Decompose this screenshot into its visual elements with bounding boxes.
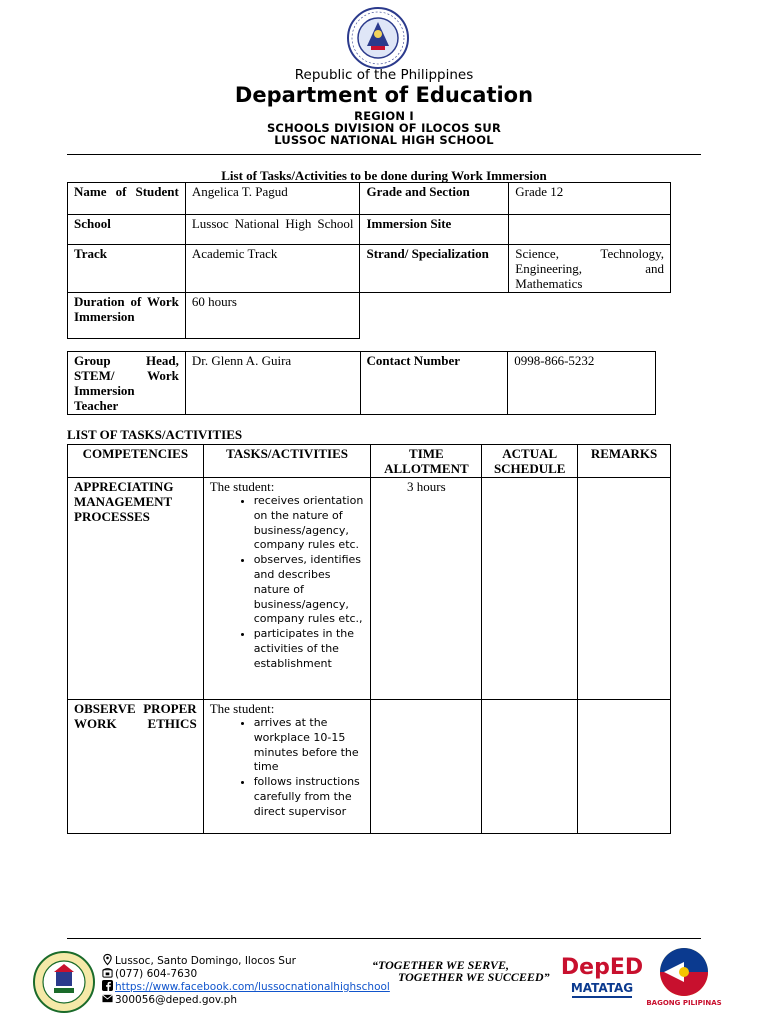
motto-line2: TOGETHER WE SUCCEED” <box>398 970 550 984</box>
group-head-value: Dr. Glenn A. Guira <box>185 352 360 415</box>
motto-line1: “TOGETHER WE SERVE, <box>372 958 510 972</box>
table-row <box>68 478 671 700</box>
phone-text: (077) 604-7630 <box>115 968 198 980</box>
school-seal-icon <box>32 950 96 1014</box>
task-item: • follows instructions carefully from the direct supervisor <box>254 775 365 819</box>
footer-facebook <box>102 980 390 993</box>
task-item: • participates in the activities of the establishment <box>254 627 365 671</box>
contact-value: 0998-866-5232 <box>508 352 656 415</box>
empty-cell <box>509 293 671 339</box>
address-text: Lussoc, Santo Domingo, Ilocos Sur <box>115 955 296 967</box>
site-label: Immersion Site <box>360 215 509 245</box>
matatag-text: MATATAG <box>570 981 634 995</box>
tasks-intro: The student: <box>209 479 275 494</box>
name-label: Name of Student <box>68 183 186 215</box>
tasks-heading: LIST OF TASKS/ACTIVITIES <box>67 427 243 442</box>
schedule-cell <box>482 478 578 700</box>
duration-value: 60 hours <box>185 293 360 339</box>
header-time: TIME ALLOTMENT <box>371 445 482 478</box>
school-text: LUSSOC NATIONAL HIGH SCHOOL <box>274 133 494 147</box>
site-value <box>509 215 671 245</box>
division-text: SCHOOLS DIVISION OF ILOCOS SUR <box>266 121 502 135</box>
email-text: 300056@deped.gov.ph <box>115 994 237 1006</box>
task-item: • arrives at the workplace 10-15 minutes before the time <box>254 716 365 775</box>
track-value: Academic Track <box>185 245 360 293</box>
facebook-link[interactable]: https://www.facebook.com/lussocnationalhighschool <box>115 981 390 993</box>
remarks-cell <box>578 700 671 834</box>
grade-value: Grade 12 <box>509 183 671 215</box>
email-icon <box>102 993 113 1004</box>
competency-cell: APPRECIATING MANAGEMENT PROCESSES <box>68 478 204 700</box>
schedule-cell <box>482 700 578 834</box>
header-remarks: REMARKS <box>578 445 671 478</box>
header-divider <box>67 154 701 155</box>
header-competencies: COMPETENCIES <box>68 445 204 478</box>
footer-phone <box>102 967 197 980</box>
name-value: Angelica T. Pagud <box>185 183 360 215</box>
student-info-table <box>67 182 671 339</box>
deped-seal-icon <box>341 6 415 70</box>
region-text: REGION I <box>354 109 414 123</box>
deped-matatag-logo <box>560 948 644 1004</box>
task-item: • receives orientation on the nature of business/agency, company rules etc. <box>254 494 365 553</box>
location-icon <box>102 954 113 965</box>
footer-email <box>102 993 237 1006</box>
department-title: Department of Education <box>234 83 534 107</box>
tasks-table <box>67 444 671 834</box>
time-cell <box>371 700 482 834</box>
deped-logo-text: DepED <box>560 955 644 980</box>
competency-cell: OBSERVE PROPER WORK ETHICS <box>68 700 204 834</box>
phone-icon <box>102 967 113 978</box>
header-schedule: ACTUAL SCHEDULE <box>482 445 578 478</box>
footer-divider <box>67 938 701 939</box>
group-head-table <box>67 351 656 415</box>
school-label: School <box>68 215 186 245</box>
bagong-pilipinas-text: BAGONG PILIPINAS <box>646 999 722 1007</box>
track-label: Track <box>68 245 186 293</box>
remarks-cell <box>578 478 671 700</box>
grade-label: Grade and Section <box>360 183 509 215</box>
group-head-label: Group Head, STEM/ Work Immersion Teacher <box>68 352 186 415</box>
table-row <box>68 700 671 834</box>
strand-value: Science, Technology, Engineering, and Mathematics <box>509 245 671 293</box>
header-tasks: TASKS/ACTIVITIES <box>203 445 371 478</box>
empty-cell <box>360 293 509 339</box>
task-item: • observes, identifies and describes nature of business/agency, company rules etc., <box>254 553 365 627</box>
contact-label: Contact Number <box>360 352 508 415</box>
tasks-cell <box>203 478 371 700</box>
republic-text: Republic of the Philippines <box>294 67 474 83</box>
list-title: List of Tasks/Activities to be done during Work Immersion <box>221 168 547 183</box>
task-list <box>210 716 365 820</box>
time-cell: 3 hours <box>371 478 482 700</box>
strand-label: Strand/ Specialization <box>360 245 509 293</box>
bagong-pilipinas-logo <box>646 944 722 1008</box>
facebook-icon <box>102 980 113 991</box>
tasks-cell <box>203 700 371 834</box>
school-value: Lussoc National High School <box>185 215 360 245</box>
duration-label: Duration of Work Immersion <box>68 293 186 339</box>
footer-address <box>102 954 296 967</box>
task-list <box>210 494 365 672</box>
tasks-intro: The student: <box>209 701 275 716</box>
